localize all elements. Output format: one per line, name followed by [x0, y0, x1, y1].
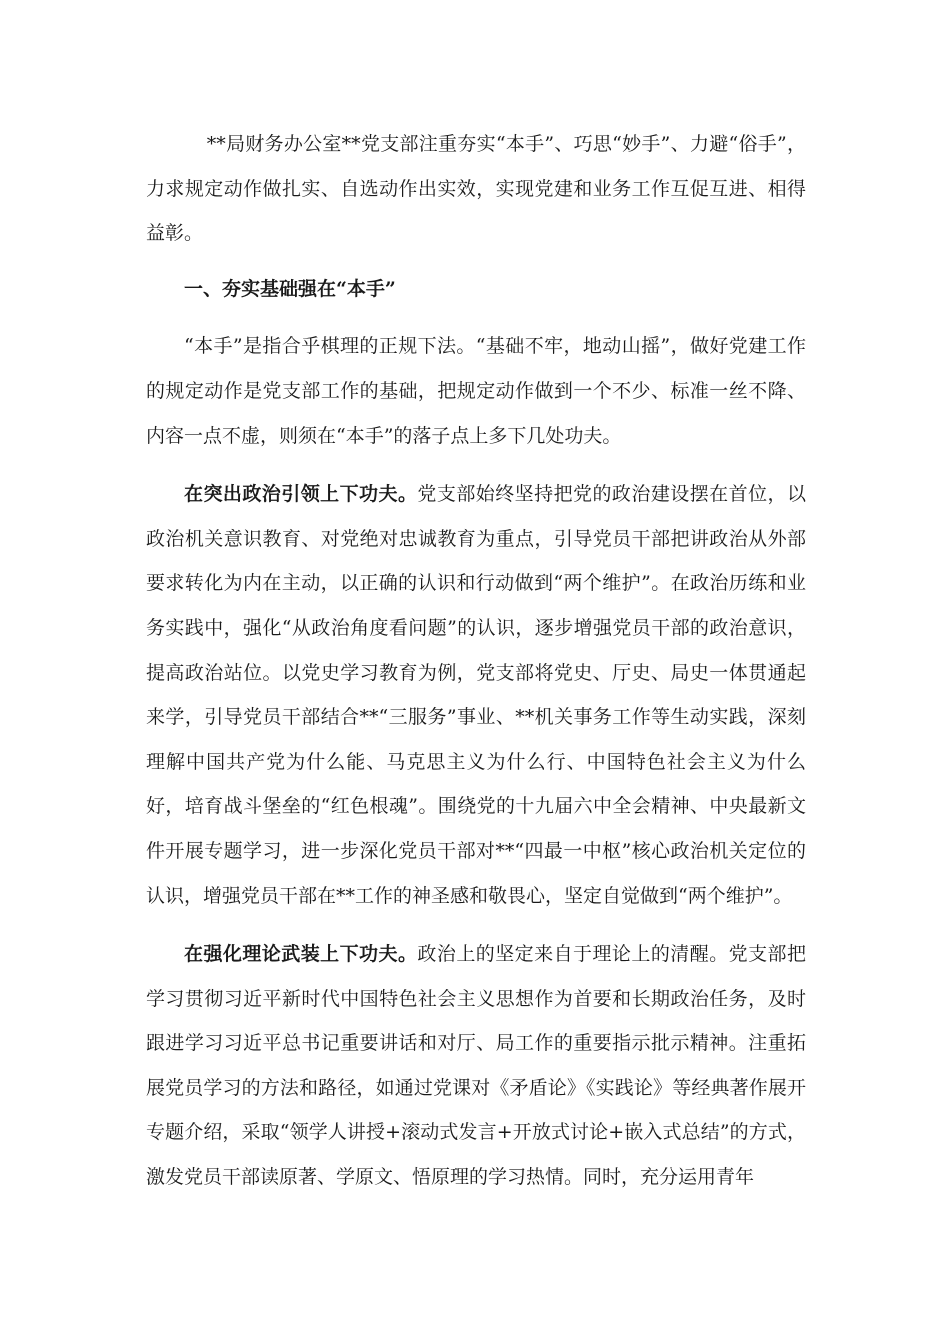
paragraph-lead-text: 在强化理论武装上下功夫。: [184, 943, 418, 966]
political-guidance-paragraph: [146, 472, 806, 918]
paragraph-body-text: 党支部始终坚持把党的政治建设摆在首位，以政治机关意识教育、对党绝对忠诚教育为重点，引导党员干部把讲政治从外部要求转化为内在主动，以正确的认识和行动做到“两个维护”。在政治历练和业务实践中，强化“从政治角度看问题”的认识，逐步增强党员干部的政治意识，提高政治站位。以党史学习教育为例，党支部将党史、厅史、局史一体贯通起来学，引导党员干部结合**“三服务”事业、**机关事务工作等生动实践，深刻理解中国共产党为什么能、马克思主义为什么行、中国特色社会主义为什么好，培育战斗堡垒的“红色根魂”。围绕党的十九届六中全会精神、中央最新文件开展专题学习，进一步深化党员干部对**“四最一中枢”核心政治机关定位的认识，增强党员干部在**工作的神圣感和敬畏心，坚定自觉做到“两个维护”。: [146, 483, 806, 907]
intro-paragraph: **局财务办公室**党支部注重夯实“本手”、巧思“妙手”、力避“俗手”，力求规定动作做扎实、自选动作出实效，实现党建和业务工作互促互进、相得益彰。: [146, 133, 806, 245]
paragraph-lead-text: 在突出政治引领上下功夫。: [184, 483, 418, 506]
section-intro-paragraph: “本手”是指合乎棋理的正规下法。“基础不牢，地动山摇”，做好党建工作的规定动作是党支部工作的基础，把规定动作做到一个不少、标准一丝不降、内容一点不虚，则须在“本手”的落子点上多下几处功夫。: [146, 335, 806, 447]
theory-armament-paragraph: [146, 932, 806, 1200]
paragraph-body-text: 政治上的坚定来自于理论上的清醒。党支部把学习贯彻习近平新时代中国特色社会主义思想作为首要和长期政治任务，及时跟进学习习近平总书记重要讲话和对厅、局工作的重要指示批示精神。注重拓展党员学习的方法和路径，如通过党课对《矛盾论》《实践论》等经典著作展开专题介绍，采取“领学人讲授+滚动式发言+开放式讨论+嵌入式总结”的方式，激发党员干部读原著、学原文、悟原理的学习热情。同时，充分运用青年: [146, 943, 806, 1189]
section-heading: 一、夯实基础强在“本手”: [184, 277, 396, 300]
document-page: [146, 122, 806, 1200]
